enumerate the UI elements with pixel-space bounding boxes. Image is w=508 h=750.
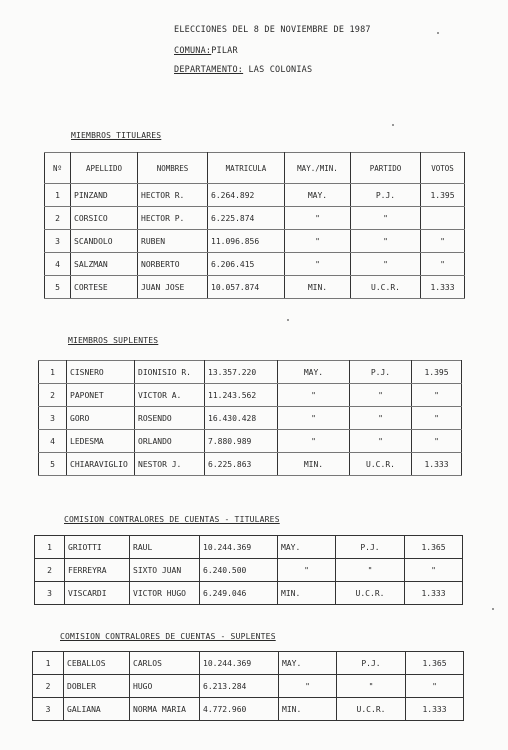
cell-matricula: 6.249.046 <box>200 582 278 605</box>
cell-numero: 1 <box>35 536 65 559</box>
table-contralores-suplentes <box>32 651 464 721</box>
document-title: ELECCIONES DEL 8 DE NOVIEMBRE DE 1987 <box>174 25 371 35</box>
cell-nombres: HECTOR P. <box>138 207 208 230</box>
cell-may-min: " <box>278 384 350 407</box>
table-row <box>39 361 462 384</box>
cell-matricula: 7.880.989 <box>205 430 278 453</box>
cell-may-min: " <box>278 407 350 430</box>
table-row <box>33 675 464 698</box>
cell-votos: " <box>421 230 465 253</box>
cell-apellido: GRIOTTI <box>65 536 130 559</box>
cell-votos: 1.365 <box>405 536 463 559</box>
comuna-label: COMUNA: <box>174 46 212 56</box>
cell-partido: " <box>336 559 405 582</box>
cell-partido: P.J. <box>336 536 405 559</box>
cell-matricula: 6.213.284 <box>200 675 279 698</box>
cell-partido: U.C.R. <box>351 276 421 299</box>
cell-numero: 3 <box>35 582 65 605</box>
table-row <box>45 230 465 253</box>
cell-numero: 4 <box>45 253 71 276</box>
cell-may-min: " <box>285 207 351 230</box>
cell-partido: P.J. <box>351 184 421 207</box>
cell-matricula: 11.243.562 <box>205 384 278 407</box>
col-header-matricula: MATRICULA <box>208 153 285 184</box>
cell-partido: U.C.R. <box>350 453 412 476</box>
departamento-value: LAS COLONIAS <box>248 65 313 75</box>
table-row <box>39 407 462 430</box>
cell-apellido: GORO <box>67 407 135 430</box>
cell-nombres: CARLOS <box>130 652 200 675</box>
cell-apellido: GALIANA <box>64 698 130 721</box>
cell-numero: 2 <box>35 559 65 582</box>
cell-votos <box>421 207 465 230</box>
table-row <box>45 253 465 276</box>
cell-numero: 5 <box>45 276 71 299</box>
scan-speck <box>437 32 439 34</box>
cell-partido: " <box>350 384 412 407</box>
comuna-line <box>174 46 238 56</box>
cell-apellido: CISNERO <box>67 361 135 384</box>
table-row <box>35 536 463 559</box>
cell-numero: 3 <box>39 407 67 430</box>
cell-numero: 5 <box>39 453 67 476</box>
cell-votos: 1.333 <box>406 698 464 721</box>
cell-partido: " <box>351 230 421 253</box>
cell-apellido: SALZMAN <box>71 253 138 276</box>
section-title-miembros-titulares: MIEMBROS TITULARES <box>71 131 162 140</box>
cell-votos: " <box>405 559 463 582</box>
cell-votos: " <box>412 430 462 453</box>
cell-votos: " <box>412 384 462 407</box>
cell-nombres: VICTOR HUGO <box>130 582 200 605</box>
cell-nombres: DIONISIO R. <box>135 361 205 384</box>
cell-apellido: CHIARAVIGLIO <box>67 453 135 476</box>
table-row <box>35 559 463 582</box>
cell-votos: " <box>421 253 465 276</box>
table-miembros-suplentes <box>38 360 462 476</box>
cell-partido: " <box>351 207 421 230</box>
cell-apellido: CORSICO <box>71 207 138 230</box>
cell-partido: P.J. <box>337 652 406 675</box>
cell-apellido: SCANDOLO <box>71 230 138 253</box>
cell-may-min: MIN. <box>279 698 337 721</box>
cell-votos: 1.365 <box>406 652 464 675</box>
table-miembros-titulares <box>44 152 465 299</box>
table-contralores-titulares <box>34 535 463 605</box>
col-header-numero: Nº <box>45 153 71 184</box>
cell-matricula: 6.225.863 <box>205 453 278 476</box>
section-title-contralores-suplentes: COMISION CONTRALORES DE CUENTAS - SUPLENTES <box>60 632 276 641</box>
cell-may-min: " <box>279 675 337 698</box>
table-row <box>45 276 465 299</box>
cell-apellido: CORTESE <box>71 276 138 299</box>
cell-may-min: MAY. <box>278 361 350 384</box>
cell-nombres: RAUL <box>130 536 200 559</box>
cell-apellido: PINZAND <box>71 184 138 207</box>
cell-may-min: " <box>278 559 336 582</box>
comuna-value: PILAR <box>211 46 238 56</box>
table-row <box>33 698 464 721</box>
cell-may-min: MIN. <box>285 276 351 299</box>
table-row <box>45 184 465 207</box>
section-title-contralores-titulares: COMISION CONTRALORES DE CUENTAS - TITULARES <box>64 515 280 524</box>
cell-numero: 3 <box>45 230 71 253</box>
cell-apellido: VISCARDI <box>65 582 130 605</box>
cell-matricula: 6.225.874 <box>208 207 285 230</box>
cell-votos: 1.395 <box>412 361 462 384</box>
cell-nombres: HECTOR R. <box>138 184 208 207</box>
cell-numero: 2 <box>33 675 64 698</box>
cell-may-min: " <box>285 253 351 276</box>
col-header-may-min: MAY./MIN. <box>285 153 351 184</box>
cell-numero: 1 <box>33 652 64 675</box>
table-row <box>45 207 465 230</box>
cell-matricula: 10.244.369 <box>200 536 278 559</box>
table-row <box>39 384 462 407</box>
cell-matricula: 6.264.892 <box>208 184 285 207</box>
cell-votos: 1.333 <box>412 453 462 476</box>
cell-numero: 2 <box>45 207 71 230</box>
scan-speck <box>392 124 394 126</box>
cell-apellido: DOBLER <box>64 675 130 698</box>
table-row <box>33 652 464 675</box>
cell-nombres: NESTOR J. <box>135 453 205 476</box>
cell-nombres: HUGO <box>130 675 200 698</box>
cell-may-min: MAY. <box>278 536 336 559</box>
cell-votos: 1.395 <box>421 184 465 207</box>
cell-nombres: SIXTO JUAN <box>130 559 200 582</box>
departamento-label: DEPARTAMENTO: <box>174 65 244 75</box>
cell-votos: 1.333 <box>421 276 465 299</box>
cell-nombres: NORBERTO <box>138 253 208 276</box>
table-row <box>39 430 462 453</box>
cell-nombres: VICTOR A. <box>135 384 205 407</box>
cell-matricula: 4.772.960 <box>200 698 279 721</box>
cell-apellido: PAPONET <box>67 384 135 407</box>
cell-apellido: FERREYRA <box>65 559 130 582</box>
cell-nombres: ROSENDO <box>135 407 205 430</box>
cell-partido: " <box>350 407 412 430</box>
cell-numero: 3 <box>33 698 64 721</box>
cell-nombres: JUAN JOSE <box>138 276 208 299</box>
cell-may-min: MAY. <box>279 652 337 675</box>
cell-may-min: " <box>285 230 351 253</box>
col-header-apellido: APELLIDO <box>71 153 138 184</box>
cell-nombres: NORMA MARIA <box>130 698 200 721</box>
cell-numero: 1 <box>45 184 71 207</box>
cell-may-min: MIN. <box>278 453 350 476</box>
cell-numero: 4 <box>39 430 67 453</box>
cell-nombres: ORLANDO <box>135 430 205 453</box>
table-header-row <box>45 153 465 184</box>
cell-partido: " <box>337 675 406 698</box>
cell-matricula: 13.357.220 <box>205 361 278 384</box>
table-row <box>39 453 462 476</box>
cell-votos: " <box>406 675 464 698</box>
cell-may-min: MIN. <box>278 582 336 605</box>
cell-matricula: 6.206.415 <box>208 253 285 276</box>
cell-numero: 2 <box>39 384 67 407</box>
cell-partido: " <box>350 430 412 453</box>
cell-numero: 1 <box>39 361 67 384</box>
cell-votos: 1.333 <box>405 582 463 605</box>
cell-partido: U.C.R. <box>336 582 405 605</box>
cell-matricula: 16.430.428 <box>205 407 278 430</box>
scan-speck <box>492 608 494 610</box>
departamento-line <box>174 65 312 75</box>
scan-speck <box>287 319 289 321</box>
col-header-votos: VOTOS <box>421 153 465 184</box>
cell-nombres: RUBEN <box>138 230 208 253</box>
cell-matricula: 11.096.856 <box>208 230 285 253</box>
cell-may-min: MAY. <box>285 184 351 207</box>
cell-partido: P.J. <box>350 361 412 384</box>
cell-matricula: 10.244.369 <box>200 652 279 675</box>
cell-apellido: CEBALLOS <box>64 652 130 675</box>
cell-matricula: 10.057.874 <box>208 276 285 299</box>
table-row <box>35 582 463 605</box>
cell-may-min: " <box>278 430 350 453</box>
cell-matricula: 6.240.500 <box>200 559 278 582</box>
cell-apellido: LEDESMA <box>67 430 135 453</box>
cell-partido: " <box>351 253 421 276</box>
section-title-miembros-suplentes: MIEMBROS SUPLENTES <box>68 336 159 345</box>
col-header-partido: PARTIDO <box>351 153 421 184</box>
col-header-nombres: NOMBRES <box>138 153 208 184</box>
cell-votos: " <box>412 407 462 430</box>
cell-partido: U.C.R. <box>337 698 406 721</box>
